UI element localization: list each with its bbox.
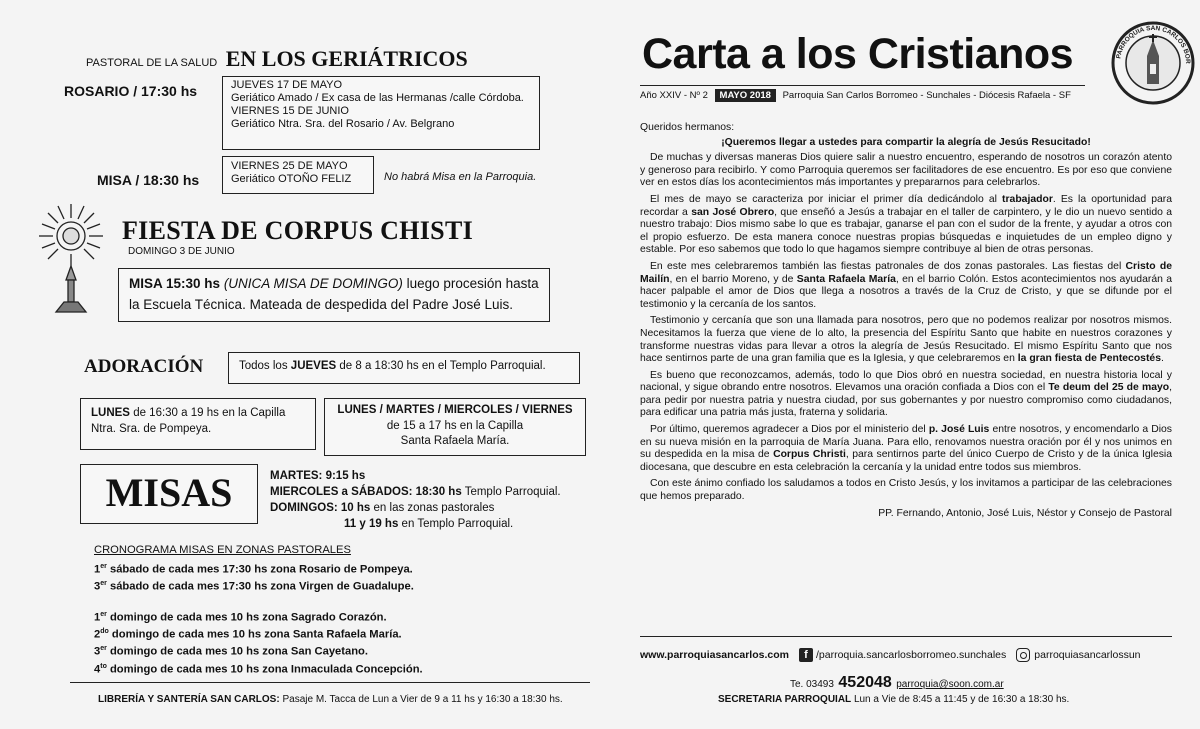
misa-box <box>222 156 374 194</box>
secretaria-hours: Lun a Vie de 8:45 a 11:45 y de 16:30 a 18:30 hs. <box>853 694 1070 705</box>
letter-body <box>640 122 1172 524</box>
lmmv-time: de 15 a 17 hs en la Capilla <box>386 419 524 432</box>
corpus-title: FIESTA DE CORPUS CHISTI <box>122 216 474 245</box>
phone-number: 452048 <box>838 674 892 691</box>
corpus-date: DOMINGO 3 DE JUNIO <box>128 246 235 257</box>
issue-number: Año XXIV - Nº 2 <box>640 90 708 101</box>
lunes-place: Ntra. Sra. de Pompeya. <box>91 423 212 435</box>
adoracion-pre: Todos los <box>239 360 288 372</box>
corpus-misa-details: luego procesión hasta la Escuela Técnica. Mateada de despedida del Padre José Luis. <box>129 276 539 312</box>
seal-text: PARROQUIA SAN CARLOS BOR <box>1115 24 1192 64</box>
misas-schedule <box>270 468 561 532</box>
secretaria-line <box>718 694 1069 705</box>
paragraph-6: Por último, queremos agradecer a Dios por el ministerio del p. José Luis entre nosotros, y encomendarlo a Dios en su nueva misión en la parroquia de María Juana. Para ello, renovamos nuestra oración por él y nos unimos en su despedida en la misa de Corpus Christi, para sentirnos parte del único Cuerpo de Cristo y de la única Iglesia diocesana, que descubre en esta celebración la cercanía y la unidad entre todos sus miembros. <box>640 424 1173 473</box>
crono-item: 1er domingo de cada mes 10 hs zona Sagrado Corazón. <box>94 610 387 624</box>
pastoral-title: EN LOS GERIÁTRICOS <box>225 46 468 71</box>
instagram-link[interactable]: parroquiasancarlossun <box>1034 649 1141 661</box>
misas-line: MARTES: 9:15 hs <box>270 470 366 482</box>
misa-label: MISA / 18:30 hs <box>97 172 200 188</box>
headline: ¡Queremos llegar a ustedes para compartir la alegría de Jesús Resucitado! <box>721 136 1091 148</box>
crono-item: 3er domingo de cada mes 10 hs zona San Cayetano. <box>94 645 368 659</box>
secretaria-label: SECRETARIA PARROQUIAL <box>718 694 852 705</box>
cronograma-title: CRONOGRAMA MISAS EN ZONAS PASTORALES <box>94 544 351 556</box>
footer-rule <box>640 636 1172 637</box>
lmmv-days: LUNES / MARTES / MIERCOLES / VIERNES <box>337 404 573 416</box>
misas-line: 11 y 19 hs en Templo Parroquial. <box>344 518 514 530</box>
adoracion-title: ADORACIÓN <box>84 356 204 377</box>
rosario-box <box>222 76 540 150</box>
rosario-date-1: JUEVES 17 DE MAYO <box>231 79 343 91</box>
masthead-title: Carta a los Cristianos <box>642 30 1074 78</box>
parish-seal-icon <box>1110 20 1196 111</box>
misas-line: DOMINGOS: 10 hs en las zonas pastorales <box>270 502 495 514</box>
crono-item: $4^{to}$ domingo de cada mes 10 hs zona Inmaculada Concepción. <box>94 662 423 676</box>
crono-item: 1er sábado de cada mes 17:30 hs zona Rosario de Pompeya. <box>94 562 413 576</box>
parish-line: Parroquia San Carlos Borromeo - Sunchales - Diócesis Rafaela - SF <box>782 90 1071 101</box>
crono-item: $2^{do}$ domingo de cada mes 10 hs zona Santa Rafaela María. <box>94 628 402 641</box>
misas-line: MIERCOLES a SÁBADOS: 18:30 hs Templo Parroquial. <box>270 486 561 498</box>
corpus-misa-time: MISA 15:30 hs <box>129 276 221 291</box>
facebook-link[interactable]: /parroquia.sancarlosborromeo.sunchales <box>816 649 1007 661</box>
lunes-time: de 16:30 a 19 hs en la Capilla <box>133 407 286 419</box>
rosario-place-1: Geriático Amado / Ex casa de las Hermanas /calle Córdoba. <box>231 92 524 104</box>
cronograma <box>94 543 423 677</box>
issue-month: MAYO 2018 <box>715 89 776 102</box>
rosario-date-2: VIERNES 15 DE JUNIO <box>231 105 349 117</box>
greeting: Queridos hermanos: <box>640 122 735 133</box>
adoracion-day: JUEVES <box>290 360 337 372</box>
rosario-place-2: Geriático Ntra. Sra. del Rosario / Av. Belgrano <box>231 118 455 130</box>
lmmv-place: Santa Rafaela María. <box>400 435 510 447</box>
paragraph-7: Con este ánimo confiado los saludamos a todos en Cristo Jesús, y los invitamos a participar de las celebraciones que hemos preparado. <box>640 478 1172 503</box>
issue-line <box>640 90 1071 101</box>
lunes-day: LUNES <box>91 407 130 419</box>
adoracion-box <box>228 352 580 384</box>
phone-label: Te. 03493 <box>790 679 834 690</box>
misa-note: No habrá Misa en la Parroquia. <box>384 171 537 183</box>
divider <box>70 682 590 683</box>
masthead-rule <box>640 85 1085 86</box>
contact-links <box>640 648 1141 662</box>
paragraph-5: Es bueno que reconozcamos, además, todo lo que Dios obró en nuestra sociedad, en nuestra historia local y nacional, y sigue obrando entre nosotros. Elevamos una oración confiada a Dios con el Te deum del 25 de mayo, para pedir por nuestra patria y nuestra ciudad, por sus gobernantes y por nuestro compromiso como ciudadanos, para edificar una patria más justa, fraterna y solidaria. <box>640 369 1173 419</box>
lunes-box <box>80 398 316 450</box>
paragraph-1: De muchas y diversas maneras Dios quiere salir a nuestro encuentro, esperando de nosotros un corazón atento y generoso para recibirlo. Y como Parroquia queremos ser facilitadores de ese encuentro. Es por eso que conviene ver en estos días los acontecimientos más importantes y prepararnos para celebrarlos. <box>640 152 1172 189</box>
paragraph-4: Testimonio y cercanía que son una llamada para nosotros, pero que no podemos realizar por nosotros mismos. Necesitamos la fuerza que viene de lo alto, la presencia del Espíritu Santo que habite en nuestros corazones y transforme nuestras vidas para llevar a otros la alegría de Jesús Resucitado. El mismo Espíritu Santo que nos hace sentirnos parte de una gran familia que es la Iglesia, y que celebraremos en la gran fiesta de Pentecostés. <box>640 315 1172 365</box>
misa-place: Geriático OTOÑO FELIZ <box>231 173 352 185</box>
right-page <box>600 0 1200 729</box>
email-link[interactable]: parroquia@soon.com.ar <box>896 679 1004 690</box>
pastoral-small-label: PASTORAL DE LA SALUD <box>86 57 218 69</box>
libreria-hours: Pasaje M. Tacca de Lun a Vier de 9 a 11 hs y 16:30 a 18:30 hs. <box>282 694 563 705</box>
phone-line <box>790 674 1004 692</box>
monstrance-icon <box>36 200 106 325</box>
facebook-icon: f <box>799 648 813 662</box>
website-link[interactable]: www.parroquiasancarlos.com <box>640 649 789 661</box>
libreria-name: LIBRERÍA Y SANTERÍA SAN CARLOS: <box>98 694 280 705</box>
misas-title: MISAS <box>80 464 258 524</box>
signature: PP. Fernando, Antonio, José Luis, Néstor y Consejo de Pastoral <box>878 507 1172 519</box>
misa-date: VIERNES 25 DE MAYO <box>231 160 348 172</box>
adoracion-rest: de 8 a 18:30 hs en el Templo Parroquial. <box>339 360 546 372</box>
rosario-label: ROSARIO / 17:30 hs <box>64 83 198 99</box>
libreria-line <box>98 694 563 705</box>
corpus-box <box>118 268 550 322</box>
lmmv-box <box>324 398 586 456</box>
paragraph-2: El mes de mayo se caracteriza por iniciar el primer día dedicándolo al trabajador. Es la oportunidad para recordar a san José Obrero, que enseñó a Jesús a trabajar en el taller de carpintero, y le dio un nuevo sentido a nuestro trabajo: Dios mismo sabe lo que es trabajar, ganarse el pan con el sudor de la frente, y ayudar a otros con el propio esfuerzo. De esta manera conoce nuestras propias búsquedas e inquietudes de un empleo digno y estable. Por eso sabemos que todo lo que hagamos siempre contribuye al bien de otras personas. <box>640 193 1173 256</box>
corpus-misa-note: (UNICA MISA DE DOMINGO) <box>223 276 403 291</box>
paragraph-3: En este mes celebraremos también las fiestas patronales de dos zonas pastorales. Las fiestas del Cristo de Mailín, en el barrio Moreno, y de Santa Rafaela María, en el barrio Colón. Estos acontecimientos nos ayudarán a hacer palpable el amor de Dios que llega a nosotros a través de la Cruz de Cristo, y que se difunde por el testimonio y la cercanía de los santos. <box>640 260 1172 310</box>
instagram-icon <box>1016 648 1030 662</box>
crono-item: 3er sábado de cada mes 17:30 hs zona Virgen de Guadalupe. <box>94 579 414 593</box>
pastoral-header <box>86 46 468 72</box>
